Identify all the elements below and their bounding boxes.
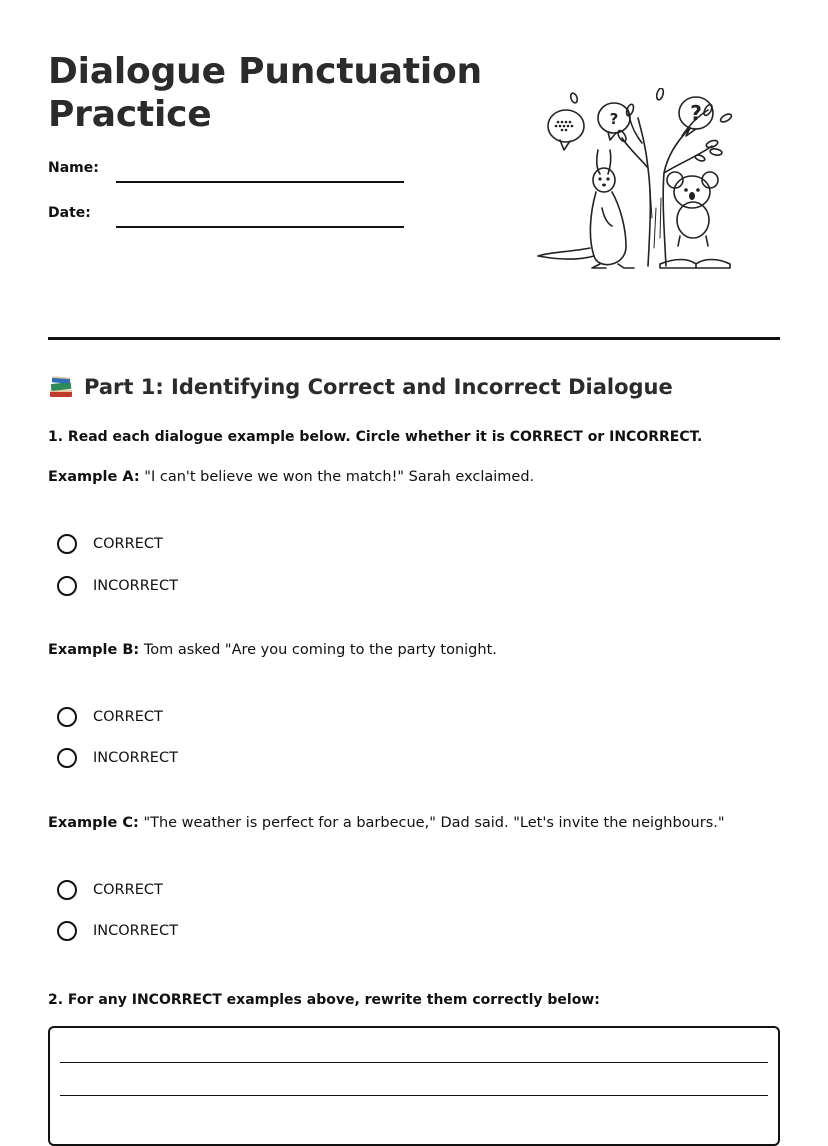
option-correct-a[interactable]	[57, 534, 163, 554]
radio-circle[interactable]	[57, 534, 77, 554]
section-divider	[48, 337, 780, 340]
radio-circle[interactable]	[57, 748, 77, 768]
option-label: CORRECT	[93, 882, 163, 898]
radio-circle[interactable]	[57, 921, 77, 941]
part1-heading	[48, 374, 673, 400]
question-2: 2. For any INCORRECT examples above, rewrite them correctly below:	[48, 992, 600, 1008]
radio-circle[interactable]	[57, 880, 77, 900]
option-incorrect-a[interactable]	[57, 576, 178, 596]
date-label: Date:	[48, 205, 91, 221]
example-label: Example C:	[48, 815, 139, 831]
option-label: CORRECT	[93, 709, 163, 725]
date-field[interactable]	[116, 226, 404, 228]
answer-line[interactable]	[60, 1095, 768, 1096]
books-icon	[48, 374, 74, 400]
example-text: "The weather is perfect for a barbecue," Dad said. "Let's invite the neighbours."	[143, 815, 725, 831]
radio-circle[interactable]	[57, 707, 77, 727]
example-c	[48, 815, 725, 831]
answer-line[interactable]	[60, 1062, 768, 1063]
radio-circle[interactable]	[57, 576, 77, 596]
bubble-question-mark: ?	[609, 110, 619, 128]
option-label: INCORRECT	[93, 578, 178, 594]
example-text: "I can't believe we won the match!" Sarah exclaimed.	[144, 469, 535, 485]
example-label: Example A:	[48, 469, 140, 485]
option-label: CORRECT	[93, 536, 163, 552]
bubble-question-mark: ?	[690, 101, 702, 125]
example-text: Tom asked "Are you coming to the party tonight.	[143, 642, 497, 658]
option-correct-c[interactable]	[57, 880, 163, 900]
example-b	[48, 642, 497, 658]
rewrite-answer-box[interactable]	[48, 1026, 780, 1146]
option-incorrect-c[interactable]	[57, 921, 178, 941]
option-label: INCORRECT	[93, 923, 178, 939]
option-correct-b[interactable]	[57, 707, 163, 727]
option-label: INCORRECT	[93, 750, 178, 766]
example-label: Example B:	[48, 642, 140, 658]
part1-heading-text: Part 1: Identifying Correct and Incorrect Dialogue	[84, 375, 673, 399]
option-incorrect-b[interactable]	[57, 748, 178, 768]
page-title: Dialogue Punctuation Practice	[48, 51, 482, 135]
kangaroo-koala-tree-illustration	[530, 88, 740, 273]
question-1: 1. Read each dialogue example below. Circle whether it is CORRECT or INCORRECT.	[48, 429, 703, 445]
name-field[interactable]	[116, 181, 404, 183]
example-a	[48, 469, 534, 485]
name-label: Name:	[48, 160, 99, 176]
